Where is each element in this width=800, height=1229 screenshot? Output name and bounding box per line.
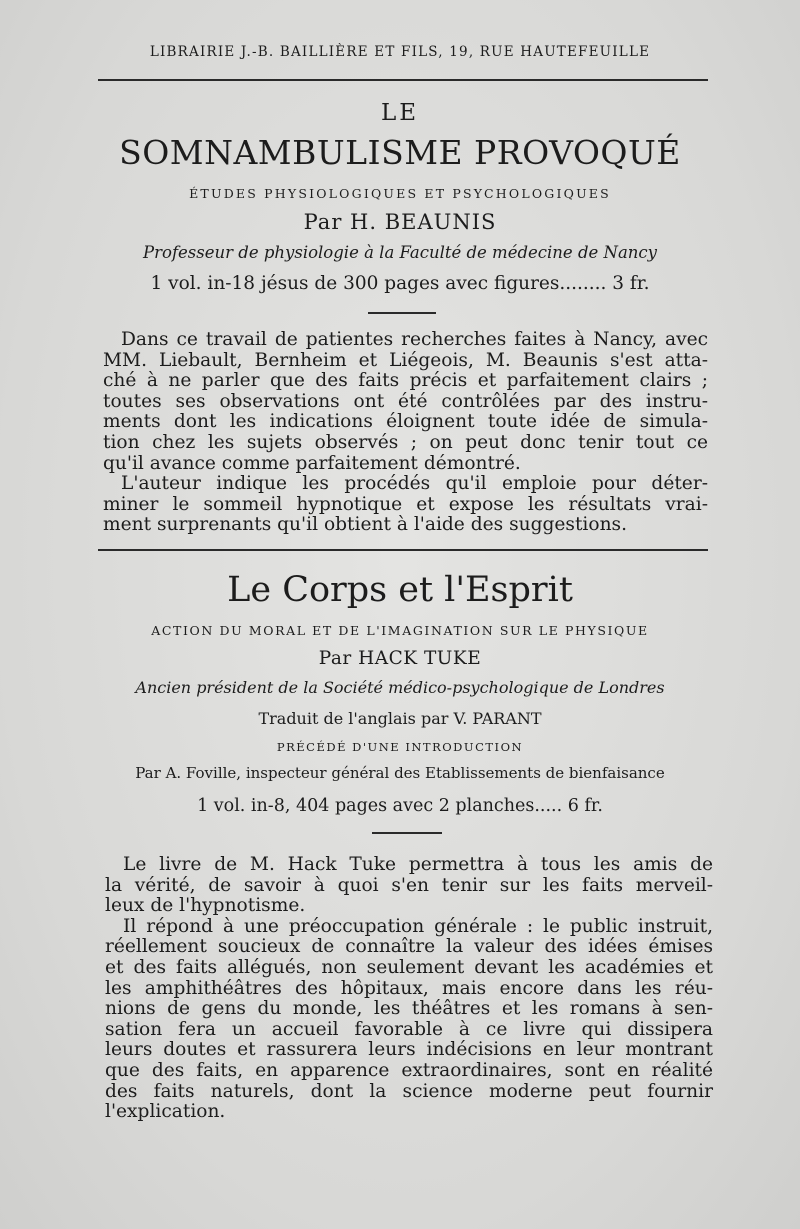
book2-desc-line: et des faits allégués, non seulement devant les académies et xyxy=(105,956,713,978)
book2-desc-line: Il répond à une préoccupation générale : le public instruit, xyxy=(123,915,713,937)
book2-translator: Traduit de l'anglais par V. PARANT xyxy=(258,709,542,728)
header-rule xyxy=(98,79,708,81)
book2-edition: 1 vol. in-8, 404 pages avec 2 planches..... 6 fr. xyxy=(197,796,603,816)
book2-preceded: PRÉCÉDÉ D'UNE INTRODUCTION xyxy=(276,740,524,754)
book2-desc-line: nions de gens du monde, les théâtres et les romans à sen- xyxy=(105,998,713,1020)
section-divider xyxy=(98,549,708,551)
book2-desc-line: sation fera un accueil favorable à ce livre qui dissipera xyxy=(105,1018,713,1040)
book2-desc-line: réellement soucieux de connaître la valeur des idées émises xyxy=(105,936,713,958)
book2-description xyxy=(105,855,713,1123)
book1-desc-line: MM. Liebault, Bernheim et Liégeois, M. Beaunis s'est atta- xyxy=(103,349,708,371)
book2-desc-line: Le livre de M. Hack Tuke permettra à tous les amis de xyxy=(123,854,713,875)
book1-title: SOMNAMBULISME PROVOQUÉ xyxy=(119,133,681,172)
book1-desc-line: L'auteur indique les procédés qu'il emploie pour déter- xyxy=(121,473,708,495)
book1-desc-line: ments dont les indications éloignent toute idée de simula- xyxy=(103,411,708,433)
book1-desc-line: ment surprenants qu'il obtient à l'aide des suggestions. xyxy=(103,514,627,536)
book1-short-rule xyxy=(368,312,436,314)
book2-introduction-by: Par A. Foville, inspecteur général des Etablissements de bienfaisance xyxy=(135,764,665,782)
book1-desc-line: Dans ce travail de patientes recherches faites à Nancy, avec xyxy=(121,329,708,350)
book1-desc-line: toutes ses observations ont été contrôlées par des instru- xyxy=(103,390,708,412)
book2-desc-line: que des faits, en apparence extraordinaires, sont en réalité xyxy=(105,1059,713,1081)
book1-desc-line: ché à ne parler que des faits précis et parfaitement clairs ; xyxy=(103,370,708,392)
book1-title-pre: LE xyxy=(380,100,420,126)
publisher-header: LIBRAIRIE J.-B. BAILLIÈRE ET FILS, 19, RUE HAUTEFEUILLE xyxy=(149,44,651,60)
book1-edition: 1 vol. in-18 jésus de 300 pages avec figures........ 3 fr. xyxy=(150,273,650,294)
book1-subtitle: ÉTUDES PHYSIOLOGIQUES ET PSYCHOLOGIQUES xyxy=(189,186,611,201)
book1-desc-line: qu'il avance comme parfaitement démontré. xyxy=(103,452,521,474)
book2-title: Le Corps et l'Esprit xyxy=(227,570,573,610)
book1-author-role: Professeur de physiologie à la Faculté de médecine de Nancy xyxy=(143,243,657,262)
book1-desc-line: tion chez les sujets observés ; on peut donc tenir tout ce xyxy=(103,431,708,453)
book2-desc-line: leurs doutes et rassurera leurs indécisions en leur montrant xyxy=(105,1039,713,1061)
book2-desc-line: les amphithéâtres des hôpitaux, mais encore dans les réu- xyxy=(105,977,713,999)
book2-subtitle: ACTION DU MORAL ET DE L'IMAGINATION SUR LE PHYSIQUE xyxy=(151,623,649,638)
book2-author: Par HACK TUKE xyxy=(318,648,482,669)
book2-desc-line: des faits naturels, dont la science moderne peut fournir xyxy=(105,1080,713,1102)
book1-description xyxy=(103,330,708,536)
book1-desc-line: miner le sommeil hypnotique et expose les résultats vrai- xyxy=(103,493,708,515)
book1-author: Par H. BEAUNIS xyxy=(303,210,497,234)
book2-desc-line: l'explication. xyxy=(105,1101,226,1123)
book2-desc-line: leux de l'hypnotisme. xyxy=(105,895,306,917)
book2-author-role: Ancien président de la Société médico-psychologique de Londres xyxy=(135,678,665,697)
book2-desc-line: la vérité, de savoir à quoi s'en tenir sur les faits merveil- xyxy=(105,874,713,896)
book2-short-rule xyxy=(372,832,442,834)
